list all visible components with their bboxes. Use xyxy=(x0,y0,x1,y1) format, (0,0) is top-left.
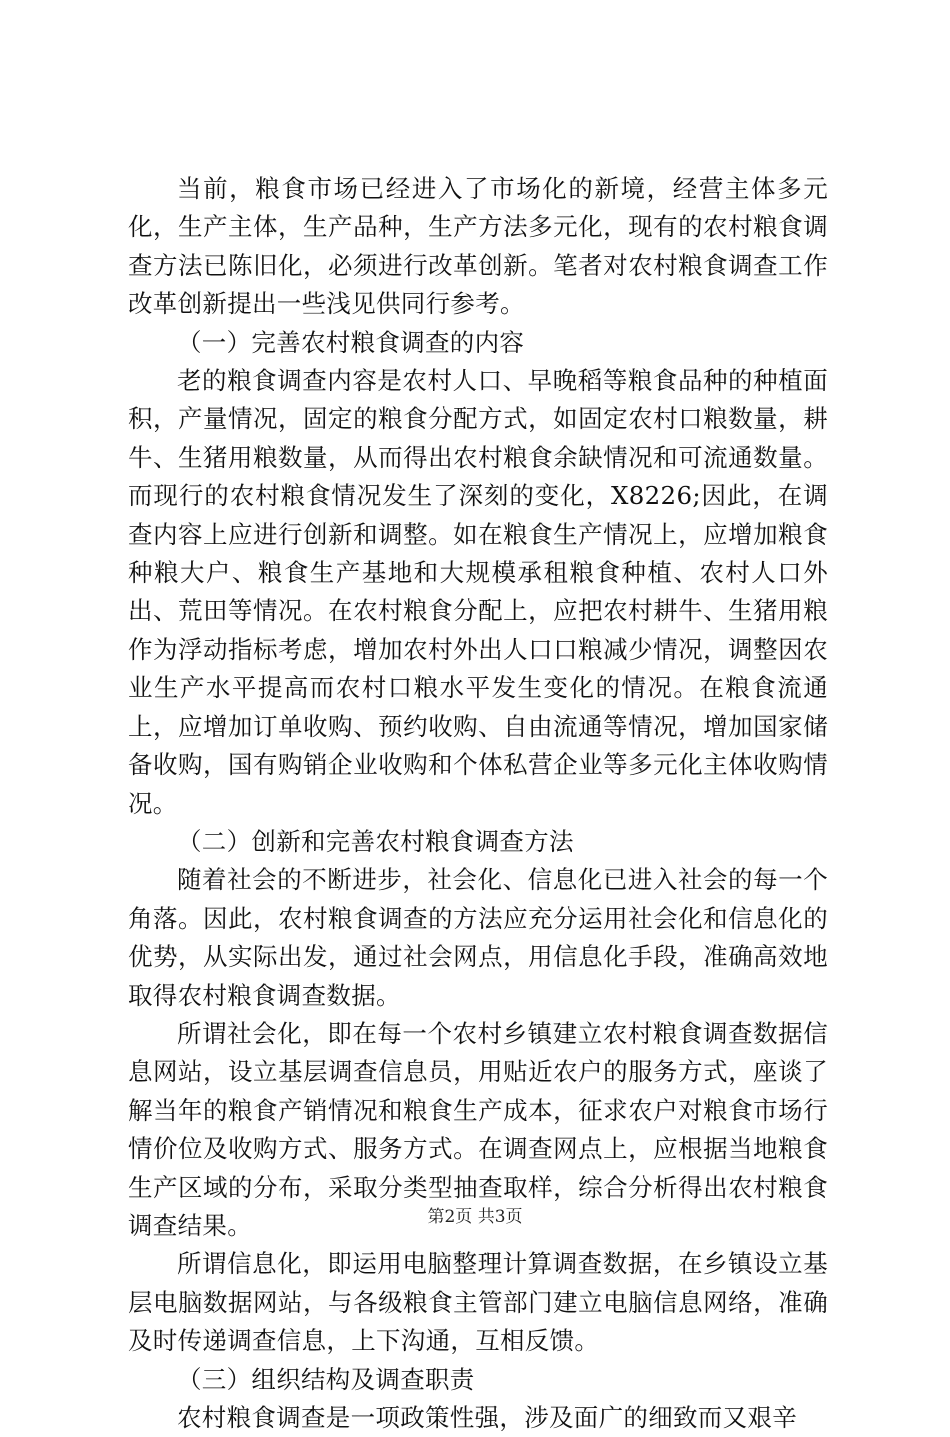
document-body xyxy=(128,170,828,1437)
paragraph-informatization: 所谓信息化，即运用电脑整理计算调查数据，在乡镇设立基层电脑数据网站，与各级粮食主管部门建立电脑信息网络，准确及时传递调查信息，上下沟通，互相反馈。 xyxy=(128,1249,828,1356)
section-heading-3: （三）组织结构及调查职责 xyxy=(177,1364,475,1394)
section-heading-1: （一）完善农村粮食调查的内容 xyxy=(177,327,525,357)
paragraph-intro: 当前，粮食市场已经进入了市场化的新境，经营主体多元化，生产主体，生产品种，生产方法多元化，现有的农村粮食调查方法已陈旧化，必须进行改革创新。笔者对农村粮食调查工作改革创新提出一些浅见供同行参考。 xyxy=(128,174,828,319)
paragraph-content-improvement: 老的粮食调查内容是农村人口、早晚稻等粮食品种的种植面积，产量情况，固定的粮食分配方式，如固定农村口粮数量，耕牛、生猪用粮数量，从而得出农村粮食余缺情况和可流通数量。而现行的农村粮食情况发生了深刻的变化，X8226;因此，在调查内容上应进行创新和调整。如在粮食生产情况上，应增加粮食种粮大户、粮食生产基地和大规模承租粮食种植、农村人口外出、荒田等情况。在农村粮食分配上，应把农村耕牛、生猪用粮作为浮动指标考虑，增加农村外出人口口粮减少情况，调整因农业生产水平提高而农村口粮水平发生变化的情况。在粮食流通上，应增加订单收购、预约收购、自由流通等情况，增加国家储备收购，国有购销企业收购和个体私营企业等多元化主体收购情况。 xyxy=(128,366,828,818)
page-number-footer: 第2页 共3页 xyxy=(427,1207,523,1227)
section-heading-2: （二）创新和完善农村粮食调查方法 xyxy=(177,826,574,856)
paragraph-method-intro: 随着社会的不断进步，社会化、信息化已进入社会的每一个角落。因此，农村粮食调查的方法应充分运用社会化和信息化的优势，从实际出发，通过社会网点，用信息化手段，准确高效地取得农村粮食调查数据。 xyxy=(128,865,828,1010)
paragraph-organization: 农村粮食调查是一项政策性强，涉及面广的细致而又艰辛 xyxy=(177,1403,797,1432)
paragraph-socialization: 所谓社会化，即在每一个农村乡镇建立农村粮食调查数据信息网站，设立基层调查信息员，用贴近农户的服务方式，座谈了解当年的粮食产销情况和粮食生产成本，征求农户对粮食市场行情价位及收购方式、服务方式。在调查网点上，应根据当地粮食生产区域的分布，采取分类型抽查取样，综合分析得出农村粮食调查结果。 xyxy=(128,1018,828,1240)
